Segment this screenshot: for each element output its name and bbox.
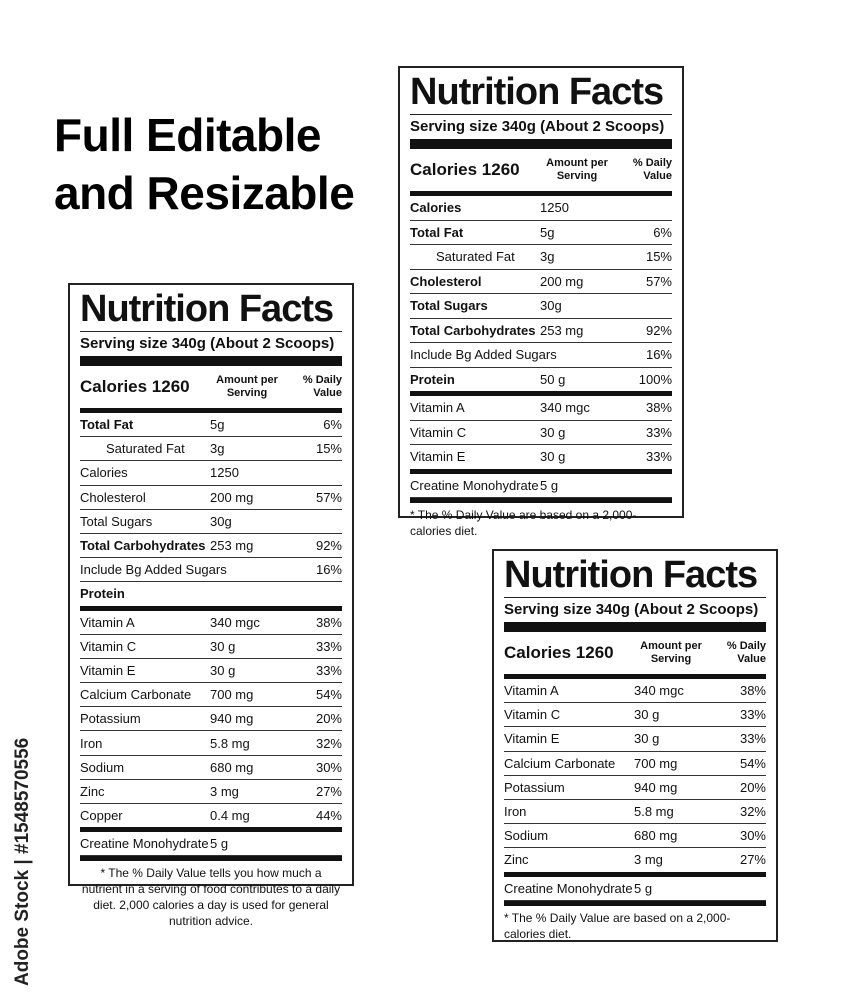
nutrient-name: Creatine Monohydrate <box>80 836 209 852</box>
nutrient-row <box>80 534 342 558</box>
footnote: * The % Daily Value are based on a 2,000- calories diet. <box>504 910 731 941</box>
nutrient-row <box>80 461 342 485</box>
nutrient-name: Copper <box>80 808 123 824</box>
nutrient-name: Total Carbohydrates <box>80 538 206 554</box>
nutrient-amount: 200 mg <box>210 489 254 505</box>
nutrient-amount: 3g <box>210 441 225 457</box>
nutrient-row <box>410 196 672 221</box>
nutrient-daily-value: 38% <box>315 614 342 630</box>
nutrient-amount: 30 g <box>540 449 566 465</box>
nutrient-daily-value: 30% <box>315 759 342 775</box>
nutrient-amount: 340 mgc <box>540 400 590 416</box>
nutrient-amount: 3g <box>540 249 555 265</box>
nutrient-daily-value: 100% <box>638 371 672 387</box>
daily-value-header: % Daily Value <box>632 157 672 182</box>
footnote: * The % Daily Value tells you how much a nutrient in a serving of food contributes to a daily diet. 2,000 calories a day is used for general nutrition advice. <box>81 866 341 929</box>
nutrient-daily-value: 33% <box>739 707 766 723</box>
nutrient-daily-value: 57% <box>315 489 342 505</box>
nutrient-row <box>504 727 766 751</box>
label-title: Nutrition Facts <box>504 554 758 596</box>
nutrient-row <box>410 445 672 469</box>
nutrient-row <box>504 848 766 871</box>
nutrient-amount: 1250 <box>210 465 239 481</box>
thick-divider <box>80 356 342 366</box>
nutrient-name: Calories <box>80 465 128 481</box>
nutrient-row <box>80 582 342 605</box>
nutrient-row <box>80 707 342 731</box>
nutrient-name: Calcium Carbonate <box>80 687 192 703</box>
nutrient-amount: 940 mg <box>634 779 678 795</box>
nutrient-row <box>80 510 342 534</box>
nutrient-amount: 1250 <box>540 200 569 216</box>
nutrient-amount: 5.8 mg <box>634 804 674 820</box>
nutrient-name: Vitamin A <box>504 683 559 699</box>
nutrient-row <box>80 611 342 635</box>
nutrient-name: Vitamin C <box>80 638 137 654</box>
daily-value-header: % Daily Value <box>726 640 766 665</box>
nutrient-name: Vitamin C <box>504 707 561 723</box>
nutrient-name: Protein <box>80 586 125 602</box>
nutrient-daily-value: 33% <box>315 638 342 654</box>
nutrition-label-bottom-right <box>492 549 778 942</box>
nutrient-name: Iron <box>80 735 103 751</box>
amount-per-serving-header: Amount per Serving <box>640 640 702 665</box>
nutrient-name: Total Carbohydrates <box>410 322 536 338</box>
thick-divider <box>504 622 766 632</box>
nutrient-amount: 50 g <box>540 371 566 387</box>
headline-line-1: Full Editable <box>54 109 321 161</box>
nutrient-amount: 700 mg <box>210 687 254 703</box>
calories-total: Calories 1260 <box>504 643 614 662</box>
calories-header-row <box>410 149 672 191</box>
nutrient-row <box>80 486 342 510</box>
nutrient-amount: 3 mg <box>634 852 663 868</box>
nutrient-daily-value: 33% <box>315 662 342 678</box>
nutrient-daily-value: 57% <box>645 273 672 289</box>
amount-per-serving-header: Amount per Serving <box>216 374 278 399</box>
nutrition-label-left <box>68 283 354 929</box>
serving-size: Serving size 340g (About 2 Scoops) <box>410 114 672 139</box>
nutrient-daily-value: 30% <box>739 828 766 844</box>
nutrient-amount: 30 g <box>634 731 660 747</box>
nutrient-row <box>80 731 342 755</box>
nutrient-row <box>410 221 672 246</box>
footnote: * The % Daily Value are based on a 2,000- calories diet. <box>410 508 637 538</box>
nutrient-row <box>80 635 342 659</box>
label-title: Nutrition Facts <box>410 71 664 113</box>
nutrient-amount: 253 mg <box>210 538 254 554</box>
nutrient-amount: 30g <box>540 298 562 314</box>
nutrient-name: Iron <box>504 804 527 820</box>
nutrient-daily-value: 15% <box>315 441 342 457</box>
nutrient-daily-value: 92% <box>315 538 342 554</box>
nutrient-amount: 253 mg <box>540 322 584 338</box>
nutrient-name: Total Sugars <box>80 513 153 529</box>
nutrient-amount: 700 mg <box>634 755 678 771</box>
nutrient-amount: 5 g <box>210 836 229 852</box>
nutrient-amount: 5.8 mg <box>210 735 250 751</box>
nutrient-row <box>410 319 672 344</box>
nutrient-name: Cholesterol <box>410 273 482 289</box>
nutrient-daily-value: 44% <box>315 808 342 824</box>
nutrient-daily-value: 32% <box>739 804 766 820</box>
nutrient-row <box>410 294 672 319</box>
nutrient-name: Include Bg Added Sugars <box>410 347 557 363</box>
nutrient-amount: 30 g <box>540 424 566 440</box>
nutrient-name: Potassium <box>504 779 565 795</box>
thick-divider <box>410 139 672 149</box>
nutrient-daily-value: 16% <box>645 347 672 363</box>
nutrient-amount: 680 mg <box>210 759 254 775</box>
nutrient-daily-value: 33% <box>739 731 766 747</box>
nutrient-amount: 940 mg <box>210 711 254 727</box>
nutrient-row <box>410 368 672 392</box>
nutrient-name: Include Bg Added Sugars <box>80 562 227 578</box>
nutrient-row <box>80 804 342 827</box>
nutrient-row <box>410 396 672 421</box>
calories-total: Calories 1260 <box>80 377 190 396</box>
nutrient-name: Zinc <box>80 783 105 799</box>
nutrient-amount: 680 mg <box>634 828 678 844</box>
calories-header-row <box>80 366 342 408</box>
nutrient-daily-value: 33% <box>645 424 672 440</box>
nutrient-name: Vitamin A <box>80 614 135 630</box>
nutrient-daily-value: 54% <box>315 687 342 703</box>
nutrient-row <box>504 679 766 703</box>
nutrient-row <box>504 824 766 848</box>
nutrient-daily-value: 20% <box>739 779 766 795</box>
nutrient-row <box>504 877 766 901</box>
nutrient-name: Creatine Monohydrate <box>504 880 633 896</box>
nutrient-daily-value: 6% <box>323 417 342 433</box>
nutrient-amount: 30 g <box>210 662 236 678</box>
nutrient-name: Saturated Fat <box>106 441 185 457</box>
nutrient-name: Total Sugars <box>410 298 488 314</box>
nutrient-row <box>80 832 342 856</box>
nutrient-row <box>80 413 342 437</box>
nutrient-daily-value: 38% <box>645 400 672 416</box>
nutrient-name: Saturated Fat <box>436 249 515 265</box>
nutrient-row <box>410 474 672 499</box>
stock-id-watermark: Adobe Stock | #1548570556 <box>12 737 33 986</box>
nutrient-amount: 200 mg <box>540 273 584 289</box>
nutrient-amount: 0.4 mg <box>210 808 250 824</box>
nutrient-name: Sodium <box>504 828 549 844</box>
nutrient-daily-value: 27% <box>739 852 766 868</box>
nutrient-row <box>410 245 672 270</box>
nutrient-daily-value: 33% <box>645 449 672 465</box>
calories-total: Calories 1260 <box>410 160 520 179</box>
nutrient-row <box>80 780 342 804</box>
nutrition-label-top-right <box>398 66 684 538</box>
nutrient-row <box>504 800 766 824</box>
nutrient-daily-value: 16% <box>315 562 342 578</box>
label-title: Nutrition Facts <box>80 288 334 330</box>
nutrient-name: Vitamin E <box>504 731 560 747</box>
nutrient-name: Cholesterol <box>80 489 146 505</box>
headline-line-2: and Resizable <box>54 167 355 219</box>
nutrient-name: Calcium Carbonate <box>504 755 616 771</box>
nutrient-amount: 30 g <box>634 707 660 723</box>
nutrient-name: Vitamin E <box>80 662 136 678</box>
nutrient-name: Calories <box>410 200 462 216</box>
nutrient-row <box>80 756 342 780</box>
nutrient-amount: 5g <box>540 224 555 240</box>
nutrient-amount: 30 g <box>210 638 236 654</box>
nutrient-name: Zinc <box>504 852 529 868</box>
nutrient-row <box>504 703 766 727</box>
nutrient-amount: 5 g <box>634 880 653 896</box>
nutrient-row <box>410 270 672 295</box>
nutrient-name: Vitamin A <box>410 400 465 416</box>
nutrient-row <box>80 558 342 582</box>
daily-value-header: % Daily Value <box>302 374 342 399</box>
nutrient-name: Sodium <box>80 759 125 775</box>
nutrient-name: Vitamin C <box>410 424 467 440</box>
nutrient-daily-value: 92% <box>645 322 672 338</box>
nutrient-amount: 3 mg <box>210 783 239 799</box>
nutrient-amount: 340 mgc <box>210 614 260 630</box>
nutrient-amount: 5 g <box>540 477 559 493</box>
nutrient-row <box>410 421 672 446</box>
nutrient-name: Protein <box>410 371 455 387</box>
nutrient-daily-value: 27% <box>315 783 342 799</box>
serving-size: Serving size 340g (About 2 Scoops) <box>80 331 342 356</box>
nutrient-daily-value: 32% <box>315 735 342 751</box>
nutrient-name: Potassium <box>80 711 141 727</box>
nutrient-daily-value: 15% <box>645 249 672 265</box>
headline <box>54 106 354 222</box>
nutrient-name: Creatine Monohydrate <box>410 477 539 493</box>
calories-header-row <box>504 632 766 674</box>
serving-size: Serving size 340g (About 2 Scoops) <box>504 597 766 622</box>
nutrient-amount: 340 mgc <box>634 683 684 699</box>
nutrient-row <box>410 343 672 368</box>
nutrient-daily-value: 38% <box>739 683 766 699</box>
nutrient-daily-value: 6% <box>653 224 672 240</box>
nutrient-amount: 5g <box>210 417 225 433</box>
nutrient-amount: 30g <box>210 513 232 529</box>
nutrient-row <box>80 437 342 461</box>
amount-per-serving-header: Amount per Serving <box>546 157 608 182</box>
nutrient-row <box>80 659 342 683</box>
nutrient-row <box>80 683 342 707</box>
nutrient-name: Vitamin E <box>410 449 466 465</box>
nutrient-row <box>504 752 766 776</box>
nutrient-name: Total Fat <box>410 224 464 240</box>
nutrient-name: Total Fat <box>80 417 134 433</box>
nutrient-daily-value: 54% <box>739 755 766 771</box>
nutrient-row <box>504 776 766 800</box>
nutrient-daily-value: 20% <box>315 711 342 727</box>
